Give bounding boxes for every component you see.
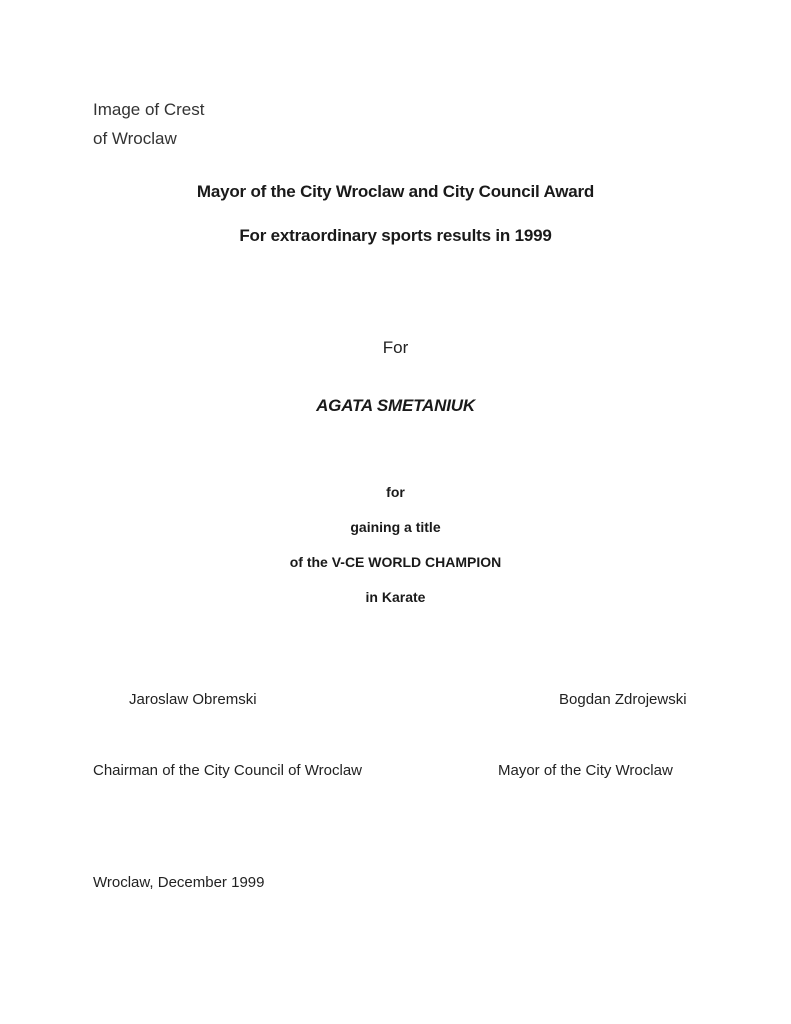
reason-line-3: of the V-CE WORLD CHAMPION [289, 554, 502, 570]
place-and-date: Wroclaw, December 1999 [93, 874, 265, 891]
signatory-left-name: Jaroslaw Obremski [129, 691, 257, 708]
signatory-left-title: Chairman of the City Council of Wroclaw [93, 762, 362, 779]
award-reason [0, 475, 791, 615]
signatory-right-name: Bogdan Zdrojewski [559, 691, 687, 708]
crest-note-line-2: of Wroclaw [93, 129, 177, 148]
award-title: Mayor of the City Wroclaw and City Council Award [196, 182, 595, 201]
reason-line-1: for [386, 484, 405, 500]
crest-note-line-1: Image of Crest [93, 100, 205, 119]
for-label: For [382, 338, 409, 357]
award-subtitle: For extraordinary sports results in 1999 [239, 226, 552, 245]
recipient-name: AGATA SMETANIUK [316, 396, 475, 415]
reason-line-4: in Karate [365, 589, 426, 605]
crest-placeholder-note [93, 95, 205, 153]
reason-line-2: gaining a title [350, 519, 441, 535]
signatory-right-title: Mayor of the City Wroclaw [498, 762, 673, 779]
